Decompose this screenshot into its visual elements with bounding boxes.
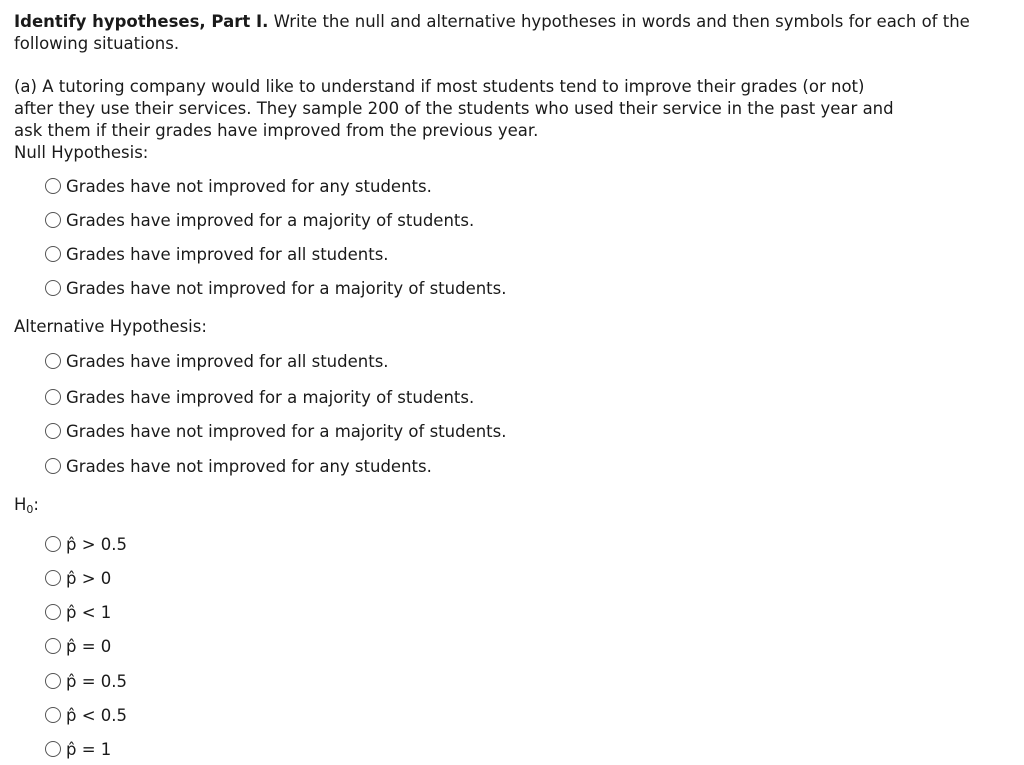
option-label: Grades have not improved for a majority of students. bbox=[66, 421, 507, 441]
option-label: p̂ > 0 bbox=[66, 568, 112, 588]
null-option-2[interactable] bbox=[45, 243, 389, 265]
radio-button[interactable] bbox=[45, 604, 61, 620]
h0-letter: H bbox=[14, 495, 27, 514]
alternative-hypothesis-label: Alternative Hypothesis: bbox=[14, 317, 207, 336]
alt-option-1[interactable] bbox=[45, 386, 474, 408]
h0-option-6[interactable] bbox=[45, 738, 111, 760]
option-label: p̂ < 0.5 bbox=[66, 705, 128, 725]
radio-button[interactable] bbox=[45, 536, 61, 552]
option-label: p̂ = 0 bbox=[66, 636, 112, 656]
radio-button[interactable] bbox=[45, 389, 61, 405]
question-text-line: (a) A tutoring company would like to understand if most students tend to improve their grades (or not) bbox=[14, 77, 865, 96]
radio-button[interactable] bbox=[45, 280, 61, 296]
option-label: p̂ < 1 bbox=[66, 602, 112, 622]
h0-option-2[interactable] bbox=[45, 601, 111, 623]
h0-label bbox=[14, 494, 39, 521]
h0-option-5[interactable] bbox=[45, 704, 127, 726]
instructions-title: Identify hypotheses, Part I. bbox=[14, 12, 269, 31]
option-label: p̂ > 0.5 bbox=[66, 534, 128, 554]
h0-option-1[interactable] bbox=[45, 567, 111, 589]
alt-option-2[interactable] bbox=[45, 420, 507, 442]
option-label: p̂ = 1 bbox=[66, 739, 112, 759]
question-text-line: after they use their services. They sample 200 of the students who used their service in the past year and bbox=[14, 99, 894, 118]
alt-option-3[interactable] bbox=[45, 455, 432, 477]
radio-button[interactable] bbox=[45, 570, 61, 586]
radio-button[interactable] bbox=[45, 353, 61, 369]
radio-button[interactable] bbox=[45, 673, 61, 689]
option-label: Grades have not improved for any students. bbox=[66, 456, 432, 476]
null-option-0[interactable] bbox=[45, 175, 432, 197]
radio-button[interactable] bbox=[45, 707, 61, 723]
radio-button[interactable] bbox=[45, 178, 61, 194]
option-label: Grades have improved for a majority of students. bbox=[66, 210, 475, 230]
null-hypothesis-label: Null Hypothesis: bbox=[14, 143, 149, 162]
h0-subscript: 0 bbox=[26, 503, 34, 516]
radio-button[interactable] bbox=[45, 423, 61, 439]
radio-button[interactable] bbox=[45, 212, 61, 228]
question-text-line: ask them if their grades have improved from the previous year. bbox=[14, 121, 539, 140]
option-label: p̂ = 0.5 bbox=[66, 671, 128, 691]
h0-option-4[interactable] bbox=[45, 670, 127, 692]
option-label: Grades have improved for a majority of students. bbox=[66, 387, 475, 407]
alt-option-0[interactable] bbox=[45, 350, 389, 372]
radio-button[interactable] bbox=[45, 458, 61, 474]
radio-button[interactable] bbox=[45, 638, 61, 654]
radio-button[interactable] bbox=[45, 246, 61, 262]
radio-button[interactable] bbox=[45, 741, 61, 757]
option-label: Grades have improved for all students. bbox=[66, 351, 389, 371]
instructions bbox=[14, 11, 1004, 55]
null-option-1[interactable] bbox=[45, 209, 474, 231]
h0-option-3[interactable] bbox=[45, 635, 111, 657]
option-label: Grades have not improved for any students. bbox=[66, 176, 432, 196]
option-label: Grades have not improved for a majority of students. bbox=[66, 278, 507, 298]
h0-colon: : bbox=[33, 495, 39, 514]
question-a bbox=[14, 76, 1004, 164]
instructions-text: Write the null and alternative hypotheses in words and then symbols for each of the following situations. bbox=[14, 12, 970, 53]
option-label: Grades have improved for all students. bbox=[66, 244, 389, 264]
null-option-3[interactable] bbox=[45, 277, 507, 299]
h0-option-0[interactable] bbox=[45, 533, 127, 555]
